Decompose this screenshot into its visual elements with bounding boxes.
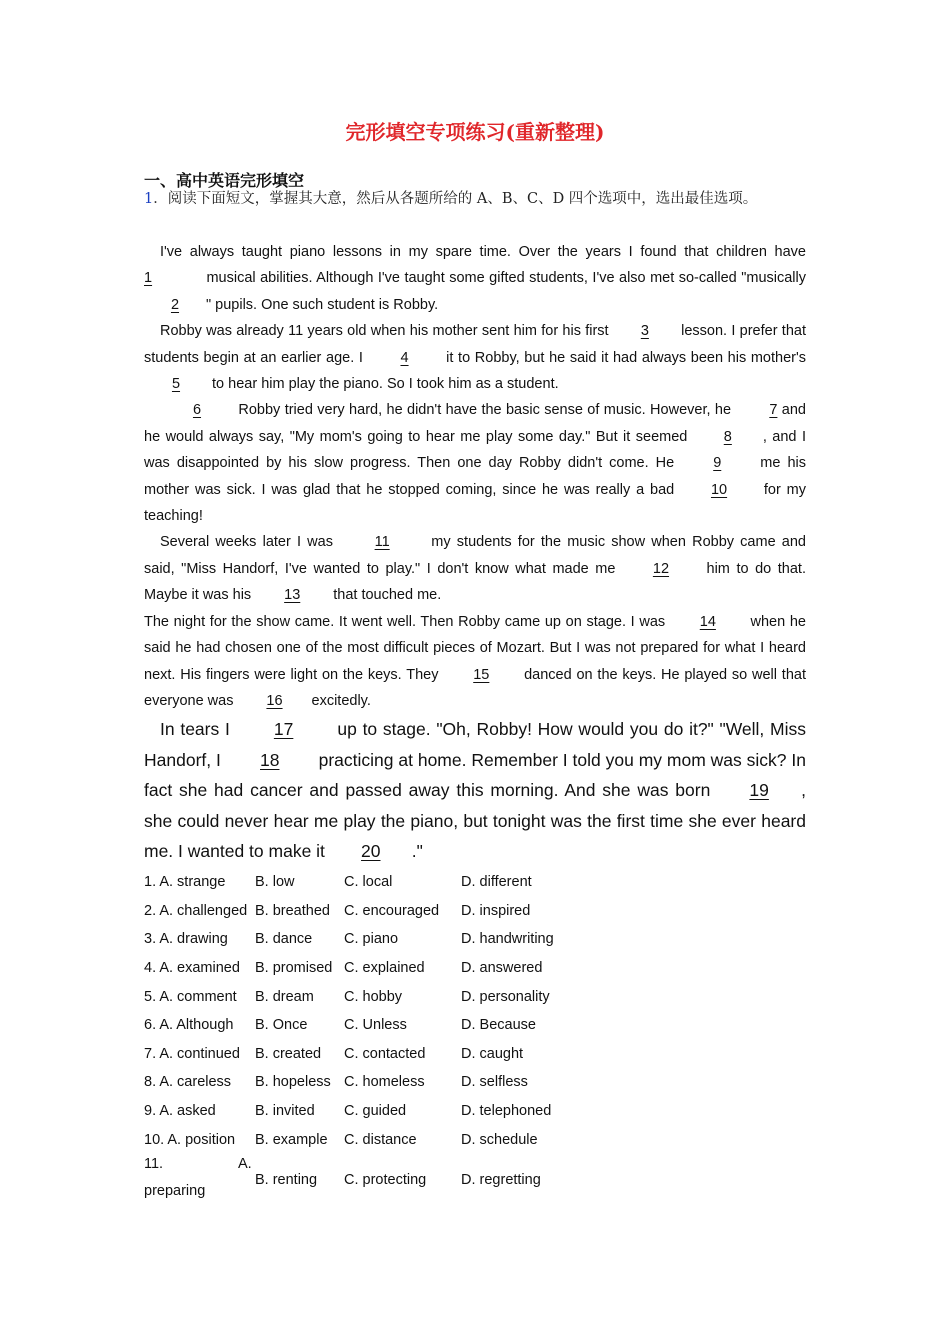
option-11-number: 11.: [144, 1156, 164, 1172]
option-7-a: 7. A. continued: [144, 1045, 240, 1062]
option-2-b: B. breathed: [255, 902, 330, 919]
option-8-b: B. hopeless: [255, 1074, 331, 1091]
option-1-d: D. different: [461, 874, 532, 891]
option-row-3: [144, 925, 806, 954]
paragraph-3: [144, 397, 806, 529]
question-number: 1: [144, 191, 154, 207]
page-title: 完形填空专项练习(重新整理): [345, 120, 605, 144]
passage-text: and he would always say, "My mom's going to hear me play some day." But it seemed: [144, 402, 806, 445]
blank-20: 20: [361, 840, 381, 861]
option-9-d: D. telephoned: [461, 1103, 552, 1120]
option-6-a: 6. A. Although: [144, 1017, 234, 1034]
option-4-d: D. answered: [461, 960, 543, 977]
option-row-9: [144, 1097, 806, 1126]
option-11-d: D. regretting: [461, 1172, 541, 1188]
option-11-b: B. renting: [255, 1172, 318, 1188]
blank-7: 7: [769, 402, 778, 419]
passage-text: him to do that. Maybe it was his: [144, 560, 806, 604]
instruction-text: ．阅读下面短文，掌握其大意，然后从各题所给的 A、B、C、D 四个选项中，选出最佳选项。: [153, 191, 758, 207]
passage-text: up to stage. "Oh, Robby! How would you do it?" "Well, Miss Handorf, I: [144, 719, 806, 770]
passage-text: In tears I: [160, 719, 236, 740]
blank-3: 3: [640, 323, 649, 340]
option-2-d: D. inspired: [461, 902, 531, 919]
blank-5: 5: [171, 376, 181, 393]
option-8-d: D. selfless: [461, 1074, 528, 1091]
option-row-6: [144, 1011, 806, 1040]
paragraph-2: [144, 318, 806, 397]
blank-12: 12: [652, 560, 670, 577]
option-2-c: C. encouraged: [344, 902, 440, 919]
paragraph-6: [144, 714, 806, 866]
option-10-b: B. example: [255, 1131, 328, 1148]
option-row-7: [144, 1040, 806, 1069]
passage-text: Robby tried very hard, he didn't have the basic sense of music. However, he: [234, 402, 736, 419]
option-10-c: C. distance: [344, 1131, 417, 1148]
passage-text: I've always taught piano lessons in my spare time. Over the years I found that children have: [160, 244, 806, 260]
option-9-a: 9. A. asked: [144, 1103, 216, 1120]
option-1-c: C. local: [344, 874, 393, 891]
blank-15: 15: [473, 666, 490, 683]
passage-text: .": [411, 840, 423, 861]
blank-6: 6: [192, 402, 202, 419]
option-9-c: C. guided: [344, 1103, 407, 1120]
question-instruction: [144, 186, 806, 212]
passage-text: Several weeks later I was: [160, 534, 340, 551]
blank-13: 13: [284, 587, 301, 604]
option-3-d: D. handwriting: [461, 931, 554, 948]
passage-text: danced on the keys. He played so well that everyone was: [144, 666, 806, 709]
option-5-d: D. personality: [461, 988, 550, 1005]
option-4-b: B. promised: [255, 960, 333, 977]
passage-text: The night for the show came. It went well. Then Robby came up on stage. I was: [144, 613, 670, 630]
option-7-d: D. caught: [461, 1045, 524, 1062]
option-4-c: C. explained: [344, 960, 425, 977]
option-3-c: C. piano: [344, 931, 399, 948]
passage-text: musical abilities. Although I've taught some gifted students, I've also met so-called "musically: [202, 270, 806, 287]
option-1-b: B. low: [255, 874, 295, 891]
option-row-5: [144, 982, 806, 1011]
passage-text: practicing at home. Remember I told you my mom was sick? In fact she had cancer and passed away this morning. And she was born: [144, 749, 806, 801]
paragraph-4: [144, 529, 806, 608]
option-6-b: B. Once: [255, 1017, 308, 1034]
option-row-4: [144, 954, 806, 983]
passage-text: lesson. I prefer that students begin at an earlier age. I: [144, 323, 806, 366]
blank-10: 10: [710, 481, 728, 498]
option-8-a: 8. A. careless: [144, 1074, 232, 1091]
blank-11: 11: [374, 534, 390, 551]
blank-19: 19: [749, 780, 769, 801]
option-row-1: [144, 868, 806, 897]
option-11-a: preparing: [144, 1183, 206, 1199]
option-6-d: D. Because: [461, 1017, 536, 1034]
option-6-c: C. Unless: [344, 1017, 407, 1034]
passage-text: , she could never hear me play the piano, but tonight was the first time she ever heard me. I wanted to make it: [144, 780, 806, 861]
blank-16: 16: [266, 692, 283, 709]
paragraph-1: [144, 239, 806, 318]
blank-4: 4: [400, 349, 409, 366]
option-7-b: B. created: [255, 1045, 322, 1062]
option-9-b: B. invited: [255, 1103, 315, 1120]
option-10-d: D. schedule: [461, 1131, 538, 1148]
option-5-b: B. dream: [255, 988, 314, 1005]
option-5-c: C. hobby: [344, 988, 403, 1005]
cloze-passage: [144, 239, 806, 866]
option-7-c: C. contacted: [344, 1045, 426, 1062]
option-4-a: 4. A. examined: [144, 960, 240, 977]
option-row-2: [144, 897, 806, 926]
section-heading: 一、高中英语完形填空: [144, 171, 305, 190]
passage-text: " pupils. One such student is Robby.: [206, 296, 439, 313]
passage-text: me his mother was sick. I was glad that he stopped coming, since he was really a bad: [144, 455, 806, 498]
option-10-a: 10. A. position: [144, 1131, 236, 1148]
blank-8: 8: [723, 428, 732, 445]
option-11-c: C. protecting: [344, 1172, 427, 1188]
option-row-10: [144, 1125, 806, 1154]
option-row-8: [144, 1068, 806, 1097]
answer-options-table: [144, 868, 806, 1154]
paragraph-5: [144, 609, 806, 715]
blank-1: 1: [144, 270, 153, 287]
blank-2: 2: [170, 296, 180, 313]
passage-text: my students for the music show when Robby came and said, "Miss Handorf, I've wanted to play." I don't know what made me: [144, 534, 806, 577]
option-8-c: C. homeless: [344, 1074, 425, 1091]
passage-text: to hear him play the piano. So I took him as a student.: [208, 376, 559, 393]
passage-text: Robby was already 11 years old when his mother sent him for his first: [160, 323, 613, 340]
option-3-a: 3. A. drawing: [144, 931, 228, 948]
blank-14: 14: [699, 613, 716, 630]
option-3-b: B. dance: [255, 931, 313, 948]
option-5-a: 5. A. comment: [144, 988, 237, 1005]
option-11-a-label: A.: [238, 1156, 252, 1172]
passage-text: , and I was disappointed by his slow progress. Then one day Robby didn't come. He: [144, 428, 806, 472]
blank-17: 17: [273, 719, 294, 740]
option-1-a: 1. A. strange: [144, 874, 226, 891]
passage-text: for my teaching!: [144, 481, 806, 525]
passage-text: excitedly.: [311, 692, 371, 709]
passage-text: when he said he had chosen one of the most difficult pieces of Mozart. But I was not prepared for what I heard next. His fingers were light on the keys. They: [144, 613, 806, 683]
blank-9: 9: [713, 455, 722, 472]
passage-text: that touched me.: [329, 587, 442, 604]
blank-18: 18: [260, 749, 280, 770]
passage-text: it to Robby, but he said it had always been his mother's: [441, 349, 806, 366]
option-2-a: 2. A. challenged: [144, 902, 248, 919]
